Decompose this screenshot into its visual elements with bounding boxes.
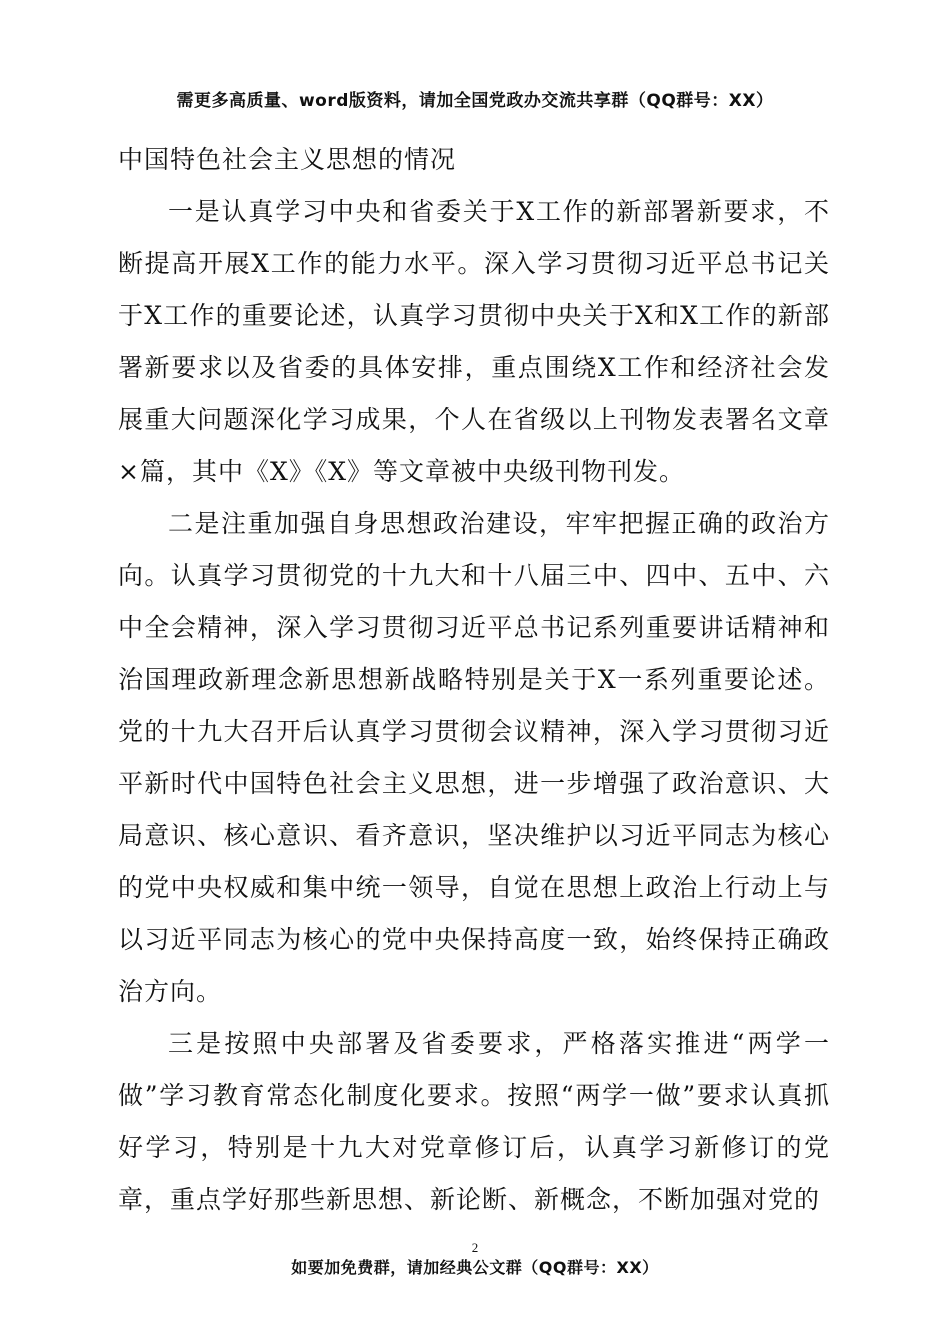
page-header-note: 需更多高质量、word版资料，请加全国党政办交流共享群（QQ群号：XX）	[176, 91, 774, 111]
page-footer-note: 如要加免费群，请加经典公文群（QQ群号：XX）	[291, 1258, 659, 1277]
continuation-line: 中国特色社会主义思想的情况	[118, 145, 457, 174]
paragraph-2: 二是注重加强自身思想政治建设，牢牢把握正确的政治方向。认真学习贯彻党的十九大和十八届三中、四中、五中、六中全会精神，深入学习贯彻习近平总书记系列重要讲话精神和治国理政新理念新思想新战略特别是关于X一系列重要论述。党的十九大召开后认真学习贯彻会议精神，深入学习贯彻习近平新时代中国特色社会主义思想，进一步增强了政治意识、大局意识、核心意识、看齐意识，坚决维护以习近平同志为核心的党中央权威和集中统一领导，自觉在思想上政治上行动上与以习近平同志为核心的党中央保持高度一致，始终保持正确政治方向。	[118, 509, 830, 1006]
paragraph-1: 一是认真学习中央和省委关于X工作的新部署新要求，不断提高开展X工作的能力水平。深入学习贯彻习近平总书记关于X工作的重要论述，认真学习贯彻中央关于X和X工作的新部署新要求以及省委的具体安排，重点围绕X工作和经济社会发展重大问题深化学习成果，个人在省级以上刊物发表署名文章×篇，其中《X》《X》等文章被中央级刊物刊发。	[118, 197, 830, 486]
document-body	[118, 134, 830, 1226]
paragraph-3: 三是按照中央部署及省委要求，严格落实推进“两学一做”学习教育常态化制度化要求。按照“两学一做”要求认真抓好学习，特别是十九大对党章修订后，认真学习新修订的党章，重点学好那些新思想、新论断、新概念，不断加强对党的	[118, 1029, 830, 1214]
page-number: 2	[471, 1240, 479, 1255]
